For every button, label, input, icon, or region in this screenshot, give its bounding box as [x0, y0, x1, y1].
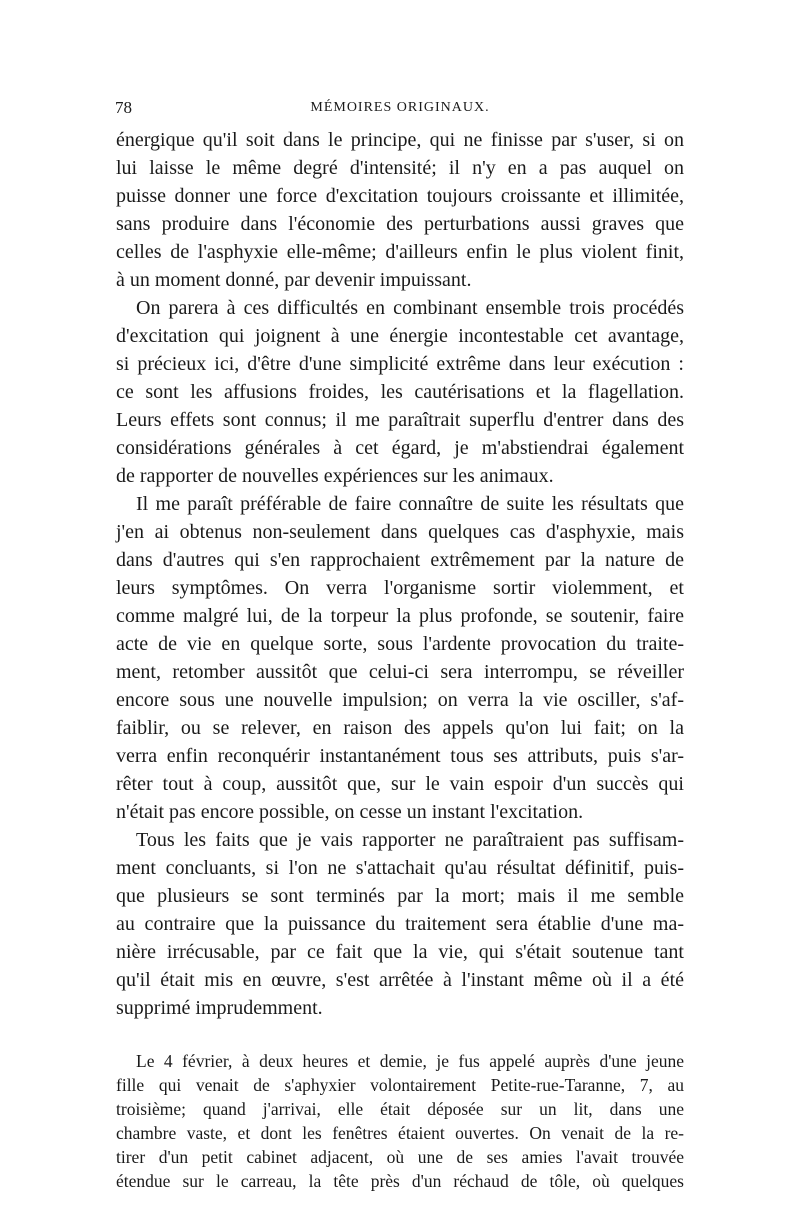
text-line: chambre vaste, et dont les fenêtres étaient ouvertes. On venait de la re- — [116, 1123, 684, 1143]
text-line: leurs symptômes. On verra l'organisme sortir violemment, et — [116, 577, 684, 599]
text-line: j'en ai obtenus non-seulement dans quelques cas d'asphyxie, mais — [116, 521, 684, 543]
text-line: de rapporter de nouvelles expériences sur les animaux. — [116, 465, 554, 487]
text-line: encore sous une nouvelle impulsion; on verra la vie osciller, s'af- — [116, 689, 684, 711]
text-line: à un moment donné, par devenir impuissant. — [116, 269, 472, 291]
text-line: n'était pas encore possible, on cesse un instant l'excitation. — [116, 801, 584, 823]
page-number: 78 — [115, 98, 132, 117]
text-line: celles de l'asphyxie elle-même; d'ailleurs enfin le plus violent finit, — [116, 241, 684, 263]
text-line: acte de vie en quelque sorte, sous l'ardente provocation du traite- — [116, 633, 684, 655]
text-line: d'excitation qui joignent à une énergie incontestable cet avantage, — [116, 325, 684, 347]
text-line: qu'il était mis en œuvre, s'est arrêtée à l'instant même où il a été — [116, 969, 684, 991]
text-line: puisse donner une force d'excitation toujours croissante et illimitée, — [116, 185, 684, 207]
text-line: tirer d'un petit cabinet adjacent, où une de ses amies l'avait trouvée — [116, 1147, 684, 1167]
text-line: au contraire que la puissance du traitement sera établie d'une ma- — [116, 913, 684, 935]
text-line: lui laisse le même degré d'intensité; il n'y en a pas auquel on — [116, 157, 684, 179]
running-head: MÉMOIRES ORIGINAUX. — [310, 100, 490, 115]
text-line: que plusieurs se sont terminés par la mort; mais il me semble — [116, 885, 684, 907]
text-line: sans produire dans l'économie des perturbations aussi graves que — [116, 213, 684, 235]
text-line: supprimé imprudemment. — [116, 997, 323, 1019]
text-line: nière irrécusable, par ce fait que la vie, qui s'était soutenue tant — [116, 941, 684, 963]
text-line: Il me paraît préférable de faire connaître de suite les résultats que — [136, 493, 684, 515]
text-line: énergique qu'il soit dans le principe, qui ne finisse par s'user, si on — [116, 129, 684, 151]
text-line: considérations générales à cet égard, je m'abstiendrai également — [116, 437, 684, 459]
text-line: étendue sur le carreau, la tête près d'un réchaud de tôle, où quelques — [116, 1171, 684, 1191]
text-line: On parera à ces difficultés en combinant ensemble trois procédés — [136, 297, 684, 319]
page-header — [115, 98, 685, 120]
text-line: si précieux ici, d'être d'une simplicité extrême dans leur exécution : — [116, 353, 684, 375]
text-line: rêter tout à coup, aussitôt que, sur le vain espoir d'un succès qui — [116, 773, 684, 795]
text-line: ce sont les affusions froides, les cautérisations et la flagellation. — [116, 381, 684, 403]
text-line: Leurs effets sont connus; il me paraîtrait superflu d'entrer dans des — [116, 409, 684, 431]
text-line: comme malgré lui, de la torpeur la plus profonde, se soutenir, faire — [116, 605, 684, 627]
text-line: fille qui venait de s'aphyxier volontairement Petite-rue-Taranne, 7, au — [116, 1075, 684, 1095]
text-line: ment concluants, si l'on ne s'attachait qu'au résultat définitif, puis- — [116, 857, 684, 879]
text-line: dans d'autres qui s'en rapprochaient extrêmement par la nature de — [116, 549, 684, 571]
text-line: faiblir, ou se relever, en raison des appels qu'on lui fait; on la — [116, 717, 684, 739]
text-line: Tous les faits que je vais rapporter ne paraîtraient pas suffisam- — [136, 829, 684, 851]
text-line: troisième; quand j'arrivai, elle était déposée sur un lit, dans une — [116, 1099, 684, 1119]
text-line: Le 4 février, à deux heures et demie, je fus appelé auprès d'une jeune — [136, 1051, 684, 1071]
text-line: ment, retomber aussitôt que celui-ci sera interrompu, se réveiller — [116, 661, 684, 683]
text-line: verra enfin reconquérir instantanément tous ses attributs, puis s'ar- — [116, 745, 684, 767]
